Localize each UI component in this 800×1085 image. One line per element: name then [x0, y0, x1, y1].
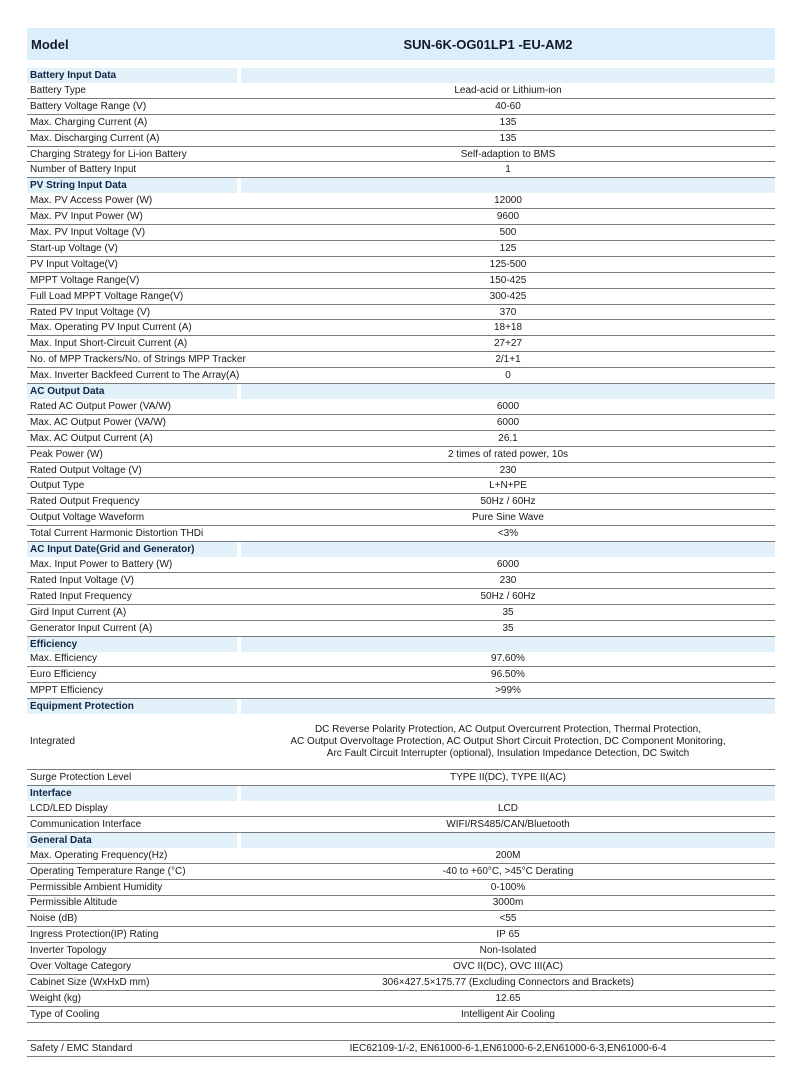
spec-row	[27, 848, 775, 864]
section-title: Interface	[27, 786, 237, 801]
spec-row	[27, 241, 775, 257]
spec-label: Max. Discharging Current (A)	[27, 131, 241, 147]
spec-row	[27, 1023, 775, 1041]
spec-row	[27, 494, 775, 510]
spec-label: Rated Input Frequency	[27, 589, 241, 605]
spec-label: Battery Voltage Range (V)	[27, 99, 241, 115]
section-title: Efficiency	[27, 637, 237, 652]
spec-label: Peak Power (W)	[27, 447, 241, 463]
section-title: Battery Input Data	[27, 68, 237, 83]
spec-row	[27, 147, 775, 163]
spec-value: 306×427.5×175.77 (Excluding Connectors and Brackets)	[241, 975, 775, 991]
section-header	[27, 542, 775, 557]
spec-value: 1	[241, 162, 775, 178]
spec-label: Total Current Harmonic Distortion THDi	[27, 526, 241, 542]
spec-row	[27, 431, 775, 447]
spec-row	[27, 257, 775, 273]
spec-row	[27, 927, 775, 943]
spec-value: 300-425	[241, 289, 775, 305]
spec-label: Max. Efficiency	[27, 652, 241, 668]
spec-value: OVC II(DC), OVC III(AC)	[241, 959, 775, 975]
spec-row	[27, 817, 775, 833]
section-header	[27, 833, 775, 848]
section-header	[27, 786, 775, 801]
spec-sheet	[27, 28, 775, 1057]
spec-value: Pure Sine Wave	[241, 510, 775, 526]
spec-value: IEC62109-1/-2, EN61000-6-1,EN61000-6-2,EN61000-6-3,EN61000-6-4	[241, 1041, 775, 1057]
spec-value: 50Hz / 60Hz	[241, 589, 775, 605]
spec-row	[27, 225, 775, 241]
spec-label: Integrated	[27, 714, 241, 770]
spec-value: IP 65	[241, 927, 775, 943]
spec-label: Ingress Protection(IP) Rating	[27, 927, 241, 943]
spec-value: 96.50%	[241, 667, 775, 683]
spec-row	[27, 289, 775, 305]
spec-row	[27, 99, 775, 115]
spec-label: Max. PV Input Voltage (V)	[27, 225, 241, 241]
spec-value: 18+18	[241, 320, 775, 336]
section-header	[27, 637, 775, 652]
spec-value: 35	[241, 621, 775, 637]
spec-row	[27, 478, 775, 494]
spec-row	[27, 991, 775, 1007]
spec-label: Type of Cooling	[27, 1007, 241, 1023]
spec-row	[27, 605, 775, 621]
spec-label: Rated Output Frequency	[27, 494, 241, 510]
spec-value: Non-Isolated	[241, 943, 775, 959]
spec-row	[27, 621, 775, 637]
spec-label: Max. Inverter Backfeed Current to The Array(A)	[27, 368, 241, 384]
model-label: Model	[31, 36, 69, 52]
spec-value: DC Reverse Polarity Protection, AC Output Overcurrent Protection, Thermal Protection, AC Output Overvoltage Protection, AC Output Short Circuit Protection, DC Component Monitoring, Arc Fault Circuit Interrupter (optional), Insulation Impedance Detection, DC Switch	[241, 714, 775, 770]
spec-label	[27, 1023, 241, 1041]
spec-label: Max. PV Input Power (W)	[27, 209, 241, 225]
spec-value: 35	[241, 605, 775, 621]
spec-label: Noise (dB)	[27, 911, 241, 927]
spec-label: Max. Operating Frequency(Hz)	[27, 848, 241, 864]
spec-row	[27, 911, 775, 927]
spec-value: 97.60%	[241, 652, 775, 668]
spec-label: No. of MPP Trackers/No. of Strings MPP Tracker	[27, 352, 241, 368]
spec-value: 6000	[241, 557, 775, 573]
spec-value: 135	[241, 131, 775, 147]
spec-row	[27, 162, 775, 178]
spec-row	[27, 975, 775, 991]
spec-label: MPPT Efficiency	[27, 683, 241, 699]
spec-value: 12000	[241, 193, 775, 209]
spec-label: Rated AC Output Power (VA/W)	[27, 399, 241, 415]
spec-row	[27, 115, 775, 131]
spec-value: 6000	[241, 415, 775, 431]
spec-value: Self-adaption to BMS	[241, 147, 775, 163]
spec-row	[27, 526, 775, 542]
spec-label: Max. Charging Current (A)	[27, 115, 241, 131]
spec-row	[27, 320, 775, 336]
spec-row	[27, 880, 775, 896]
spec-value: LCD	[241, 801, 775, 817]
spec-value: <55	[241, 911, 775, 927]
spec-value: 200M	[241, 848, 775, 864]
spec-label: Rated Output Voltage (V)	[27, 463, 241, 479]
spec-row	[27, 864, 775, 880]
spec-label: Euro Efficiency	[27, 667, 241, 683]
spec-value: 370	[241, 305, 775, 321]
spec-label: Full Load MPPT Voltage Range(V)	[27, 289, 241, 305]
spec-value: 125-500	[241, 257, 775, 273]
spec-row	[27, 368, 775, 384]
spec-label: Max. AC Output Power (VA/W)	[27, 415, 241, 431]
section-header	[27, 384, 775, 399]
spec-row	[27, 959, 775, 975]
spec-row	[27, 463, 775, 479]
spec-row	[27, 1007, 775, 1023]
spec-row	[27, 573, 775, 589]
spec-label: PV Input Voltage(V)	[27, 257, 241, 273]
spec-value: 12.65	[241, 991, 775, 1007]
spec-row	[27, 667, 775, 683]
section-title: AC Input Date(Grid and Generator)	[27, 542, 237, 557]
spec-label: Rated PV Input Voltage (V)	[27, 305, 241, 321]
spec-row	[27, 209, 775, 225]
spec-value: Lead-acid or Lithium-ion	[241, 83, 775, 99]
spec-label: Output Type	[27, 478, 241, 494]
spec-row	[27, 447, 775, 463]
spec-label: Generator Input Current (A)	[27, 621, 241, 637]
spec-value: 500	[241, 225, 775, 241]
spec-row	[27, 896, 775, 912]
spec-label: Safety / EMC Standard	[27, 1041, 241, 1057]
section-header	[27, 699, 775, 714]
spec-label: Weight (kg)	[27, 991, 241, 1007]
spec-label: Number of Battery Input	[27, 162, 241, 178]
spec-value: 2 times of rated power, 10s	[241, 447, 775, 463]
section-title: AC Output Data	[27, 384, 237, 399]
spec-row	[27, 557, 775, 573]
spec-value: 150-425	[241, 273, 775, 289]
section-title: Equipment Protection	[27, 699, 237, 714]
spec-value	[241, 1023, 775, 1041]
spec-label: Rated Input Voltage (V)	[27, 573, 241, 589]
spec-label: Battery Type	[27, 83, 241, 99]
spec-value: 3000m	[241, 896, 775, 912]
spec-label: Permissible Ambient Humidity	[27, 880, 241, 896]
spec-label: Inverter Topology	[27, 943, 241, 959]
spec-value: Intelligent Air Cooling	[241, 1007, 775, 1023]
spec-label: Cabinet Size (WxHxD mm)	[27, 975, 241, 991]
spec-value: >99%	[241, 683, 775, 699]
spec-value: 2/1+1	[241, 352, 775, 368]
spec-value: -40 to +60°C, >45°C Derating	[241, 864, 775, 880]
spec-value: 50Hz / 60Hz	[241, 494, 775, 510]
spec-table	[27, 68, 775, 1057]
spec-value: L+N+PE	[241, 478, 775, 494]
spec-label: Communication Interface	[27, 817, 241, 833]
spec-value: 230	[241, 573, 775, 589]
spec-label: Max. Input Short-Circuit Current (A)	[27, 336, 241, 352]
spec-row	[27, 399, 775, 415]
spec-label: Gird Input Current (A)	[27, 605, 241, 621]
spec-value: <3%	[241, 526, 775, 542]
spec-row	[27, 131, 775, 147]
spec-row	[27, 589, 775, 605]
spec-label: Charging Strategy for Li-ion Battery	[27, 147, 241, 163]
spec-label: Over Voltage Category	[27, 959, 241, 975]
spec-value: 27+27	[241, 336, 775, 352]
spec-value: 0-100%	[241, 880, 775, 896]
spec-value: 9600	[241, 209, 775, 225]
spec-row	[27, 273, 775, 289]
spec-value: 6000	[241, 399, 775, 415]
spec-row	[27, 510, 775, 526]
spec-row	[27, 83, 775, 99]
spec-row	[27, 305, 775, 321]
spec-label: Max. Input Power to Battery (W)	[27, 557, 241, 573]
section-title: PV String Input Data	[27, 178, 237, 193]
spec-label: Start-up Voltage (V)	[27, 241, 241, 257]
spec-row	[27, 415, 775, 431]
spec-row	[27, 352, 775, 368]
spec-value: 230	[241, 463, 775, 479]
spec-label: Permissible Altitude	[27, 896, 241, 912]
section-header	[27, 68, 775, 83]
spec-row	[27, 943, 775, 959]
spec-label: Max. Operating PV Input Current (A)	[27, 320, 241, 336]
spec-row	[27, 770, 775, 786]
spec-label: LCD/LED Display	[27, 801, 241, 817]
spec-row	[27, 652, 775, 668]
model-name: SUN-6K-OG01LP1 -EU-AM2	[403, 36, 573, 52]
spec-label: Output Voltage Waveform	[27, 510, 241, 526]
spec-value: 125	[241, 241, 775, 257]
spec-value: TYPE II(DC), TYPE II(AC)	[241, 770, 775, 786]
section-header	[27, 178, 775, 193]
spec-label: Max. AC Output Current (A)	[27, 431, 241, 447]
spec-label: MPPT Voltage Range(V)	[27, 273, 241, 289]
spec-value: 0	[241, 368, 775, 384]
spec-label: Max. PV Access Power (W)	[27, 193, 241, 209]
model-header	[27, 28, 775, 60]
spec-row	[27, 714, 775, 770]
spec-value: 135	[241, 115, 775, 131]
spec-value: 40-60	[241, 99, 775, 115]
spec-value: 26.1	[241, 431, 775, 447]
spec-row	[27, 336, 775, 352]
spec-label: Operating Temperature Range (°C)	[27, 864, 241, 880]
spec-row	[27, 193, 775, 209]
spec-label: Surge Protection Level	[27, 770, 241, 786]
spec-row	[27, 801, 775, 817]
spec-row	[27, 1041, 775, 1057]
spec-value: WIFI/RS485/CAN/Bluetooth	[241, 817, 775, 833]
section-title: General Data	[27, 833, 237, 848]
spec-row	[27, 683, 775, 699]
